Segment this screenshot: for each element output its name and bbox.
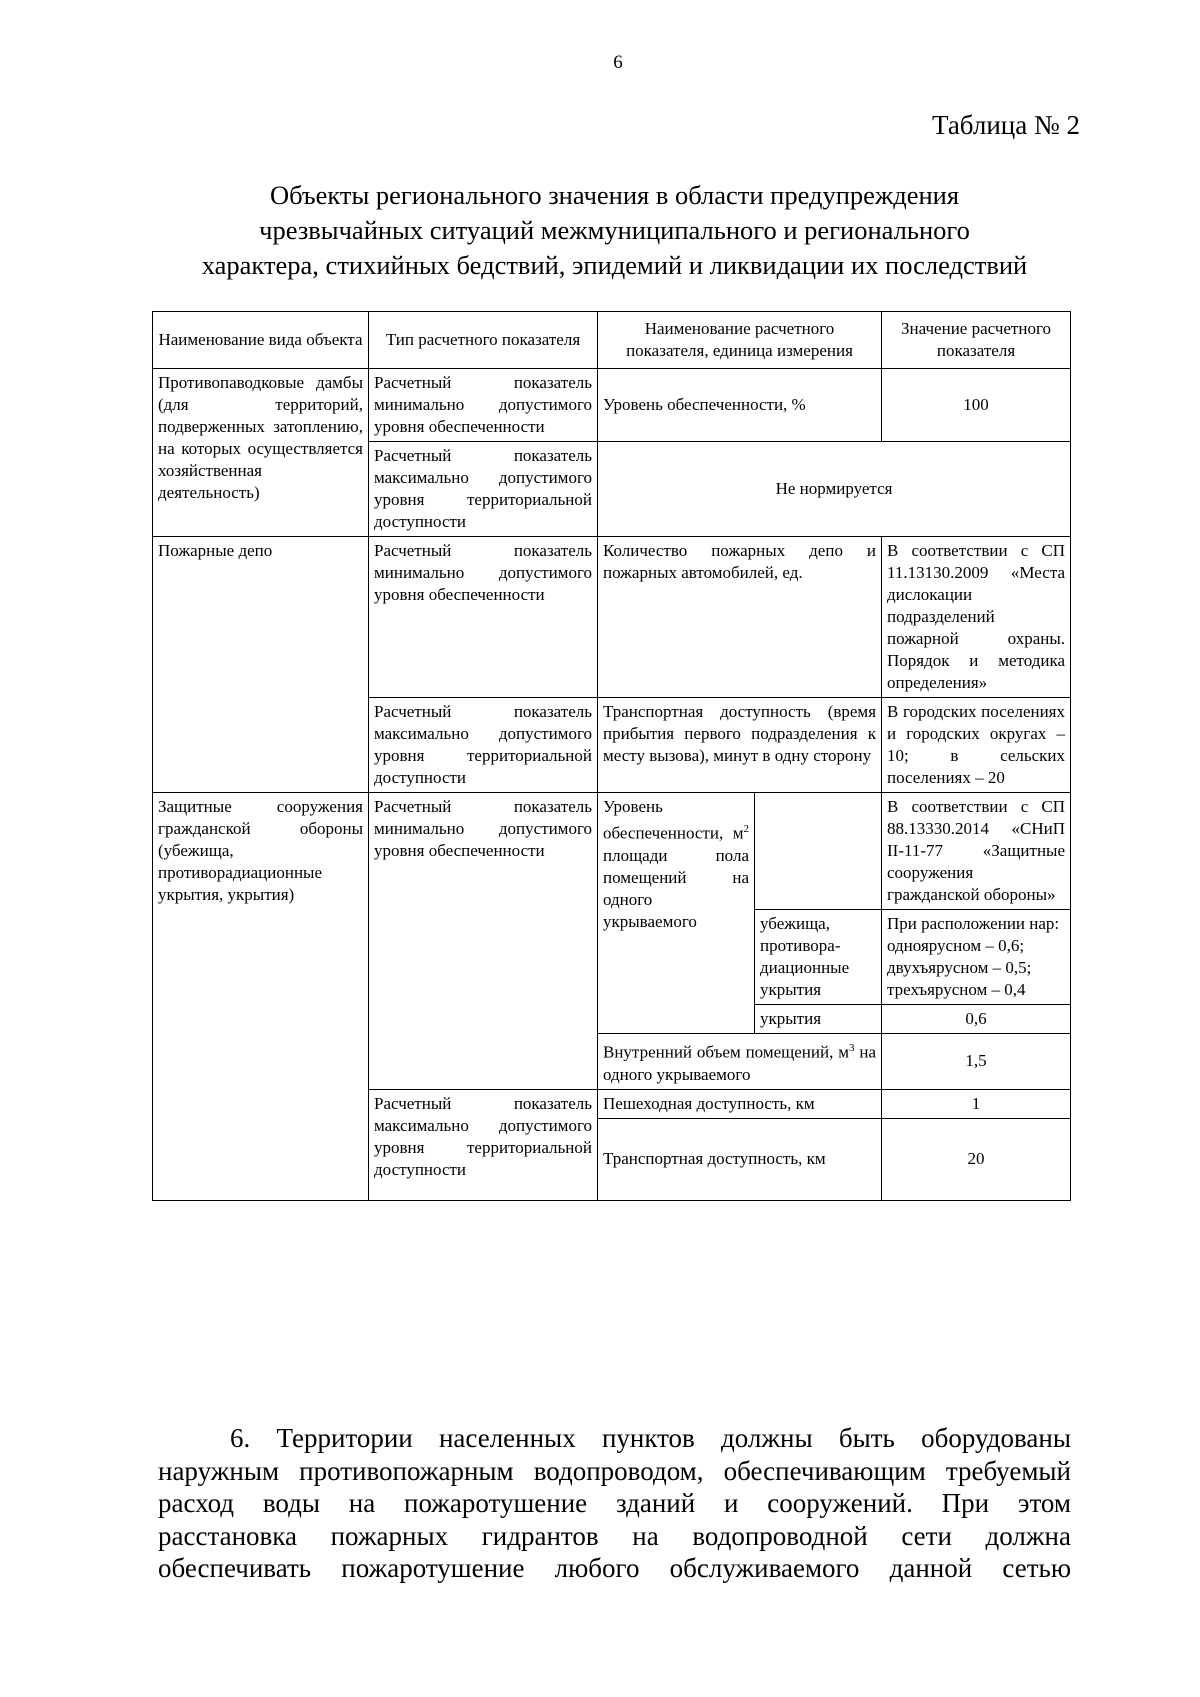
object-shelters: Защитные сооружения гражданской обороны (убежища, противорадиационные укрытия, укрытия) xyxy=(153,793,369,1201)
indicator-value-cell: 1 xyxy=(882,1089,1071,1118)
table-label: Таблица № 2 xyxy=(932,110,1080,140)
title-line: чрезвычайных ситуаций межмуниципального и регионального xyxy=(259,215,970,245)
table-row xyxy=(153,369,1071,442)
object-fire-depots: Пожарные депо xyxy=(153,537,369,793)
paragraph-line: расход воды на пожаротушение зданий и сооружений. При этом xyxy=(158,1488,1071,1518)
indicator-value-cell: При расположении нар: одноярусном – 0,6; двухъярусном – 0,5; трехъярусном – 0,4 xyxy=(882,910,1071,1005)
indicator-type-cell: Расчетный показатель максимально допустимого уровня территориальной доступности xyxy=(369,1089,598,1200)
indicator-type-cell: Расчетный показатель минимально допустимого уровня обеспеченности xyxy=(369,369,598,442)
header-indicator-type: Тип расчетного показателя xyxy=(369,312,598,369)
title-line: характера, стихийных бедствий, эпидемий и ликвидации их последствий xyxy=(201,250,1028,280)
document-title xyxy=(152,178,1077,283)
indicator-value-cell: 100 xyxy=(882,369,1071,442)
indicator-type-cell: Расчетный показатель максимально допустимого уровня территориальной доступности xyxy=(369,442,598,537)
indicator-name-cell: Внутренний объем помещений, $м^3$ на одного укрываемого xyxy=(598,1034,882,1090)
header-object-name: Наименование вида объекта xyxy=(153,312,369,369)
paragraph-line: наружным противопожарным водопроводом, обеспечивающим требуемый xyxy=(158,1455,1071,1486)
objects-table xyxy=(152,311,1071,1201)
indicator-value-cell: В соответствии с СП 11.13130.2009 «Места дислокации подразделений пожарной охраны. Порядок и методика определения» xyxy=(882,537,1071,698)
indicator-name-cell: Уровень обеспеченности, % xyxy=(598,369,882,442)
paragraph-line: 6. Территории населенных пунктов должны быть оборудованы xyxy=(230,1423,1071,1453)
header-indicator-name: Наименование расчетного показателя, единица измерения xyxy=(598,312,882,369)
indicator-type-cell: Расчетный показатель минимально допустимого уровня обеспеченности xyxy=(369,793,598,1090)
page-number: 6 xyxy=(613,52,623,73)
title-line: Объекты регионального значения в области предупреждения xyxy=(269,180,960,210)
indicator-value-cell: 0,6 xyxy=(882,1005,1071,1034)
indicator-type-cell: Расчетный показатель максимально допустимого уровня территориальной доступности xyxy=(369,698,598,793)
not-normalized-cell: Не нормируется xyxy=(598,442,1071,537)
subcategory-cell: убежища, противора-диационные укрытия xyxy=(755,910,882,1005)
table-row xyxy=(153,537,1071,698)
paragraph-line: обеспечивать пожаротушение любого обслуживаемого данной сетью xyxy=(158,1553,1071,1583)
indicator-value-cell: В городских поселениях и городских округах – 10; в сельских поселениях – 20 xyxy=(882,698,1071,793)
object-dams: Противопаводковые дамбы (для территорий, подверженных затоплению, на которых осуществляется хозяйственная деятельность) xyxy=(153,369,369,537)
indicator-name-cell: Количество пожарных депо и пожарных автомобилей, ед. xyxy=(598,537,882,698)
indicator-value-cell: 20 xyxy=(882,1118,1071,1200)
table-header-row xyxy=(153,312,1071,369)
table-row xyxy=(153,793,1071,910)
paragraph-line: расстановка пожарных гидрантов на водопроводной сети должна xyxy=(158,1520,1071,1551)
indicator-name-cell: Пешеходная доступность, км xyxy=(598,1089,882,1118)
indicator-name-cell: Уровень обеспеченности, $м^2$ площади пола помещений на одного укрываемого xyxy=(598,793,755,1034)
indicator-value-cell: В соответствии с СП 88.13330.2014 «СНиП II-11-77 «Защитные сооружения гражданской обороны» xyxy=(882,793,1071,910)
header-indicator-value: Значение расчетного показателя xyxy=(882,312,1071,369)
empty-subcategory-cell xyxy=(755,793,882,910)
indicator-value-cell: 1,5 xyxy=(882,1034,1071,1090)
indicator-type-cell: Расчетный показатель минимально допустимого уровня обеспеченности xyxy=(369,537,598,698)
indicator-name-cell: Транспортная доступность, км xyxy=(598,1118,882,1200)
body-paragraph xyxy=(158,1422,1071,1585)
subcategory-cell: укрытия xyxy=(755,1005,882,1034)
indicator-name-cell: Транспортная доступность (время прибытия первого подразделения к месту вызова), минут в одну сторону xyxy=(598,698,882,793)
